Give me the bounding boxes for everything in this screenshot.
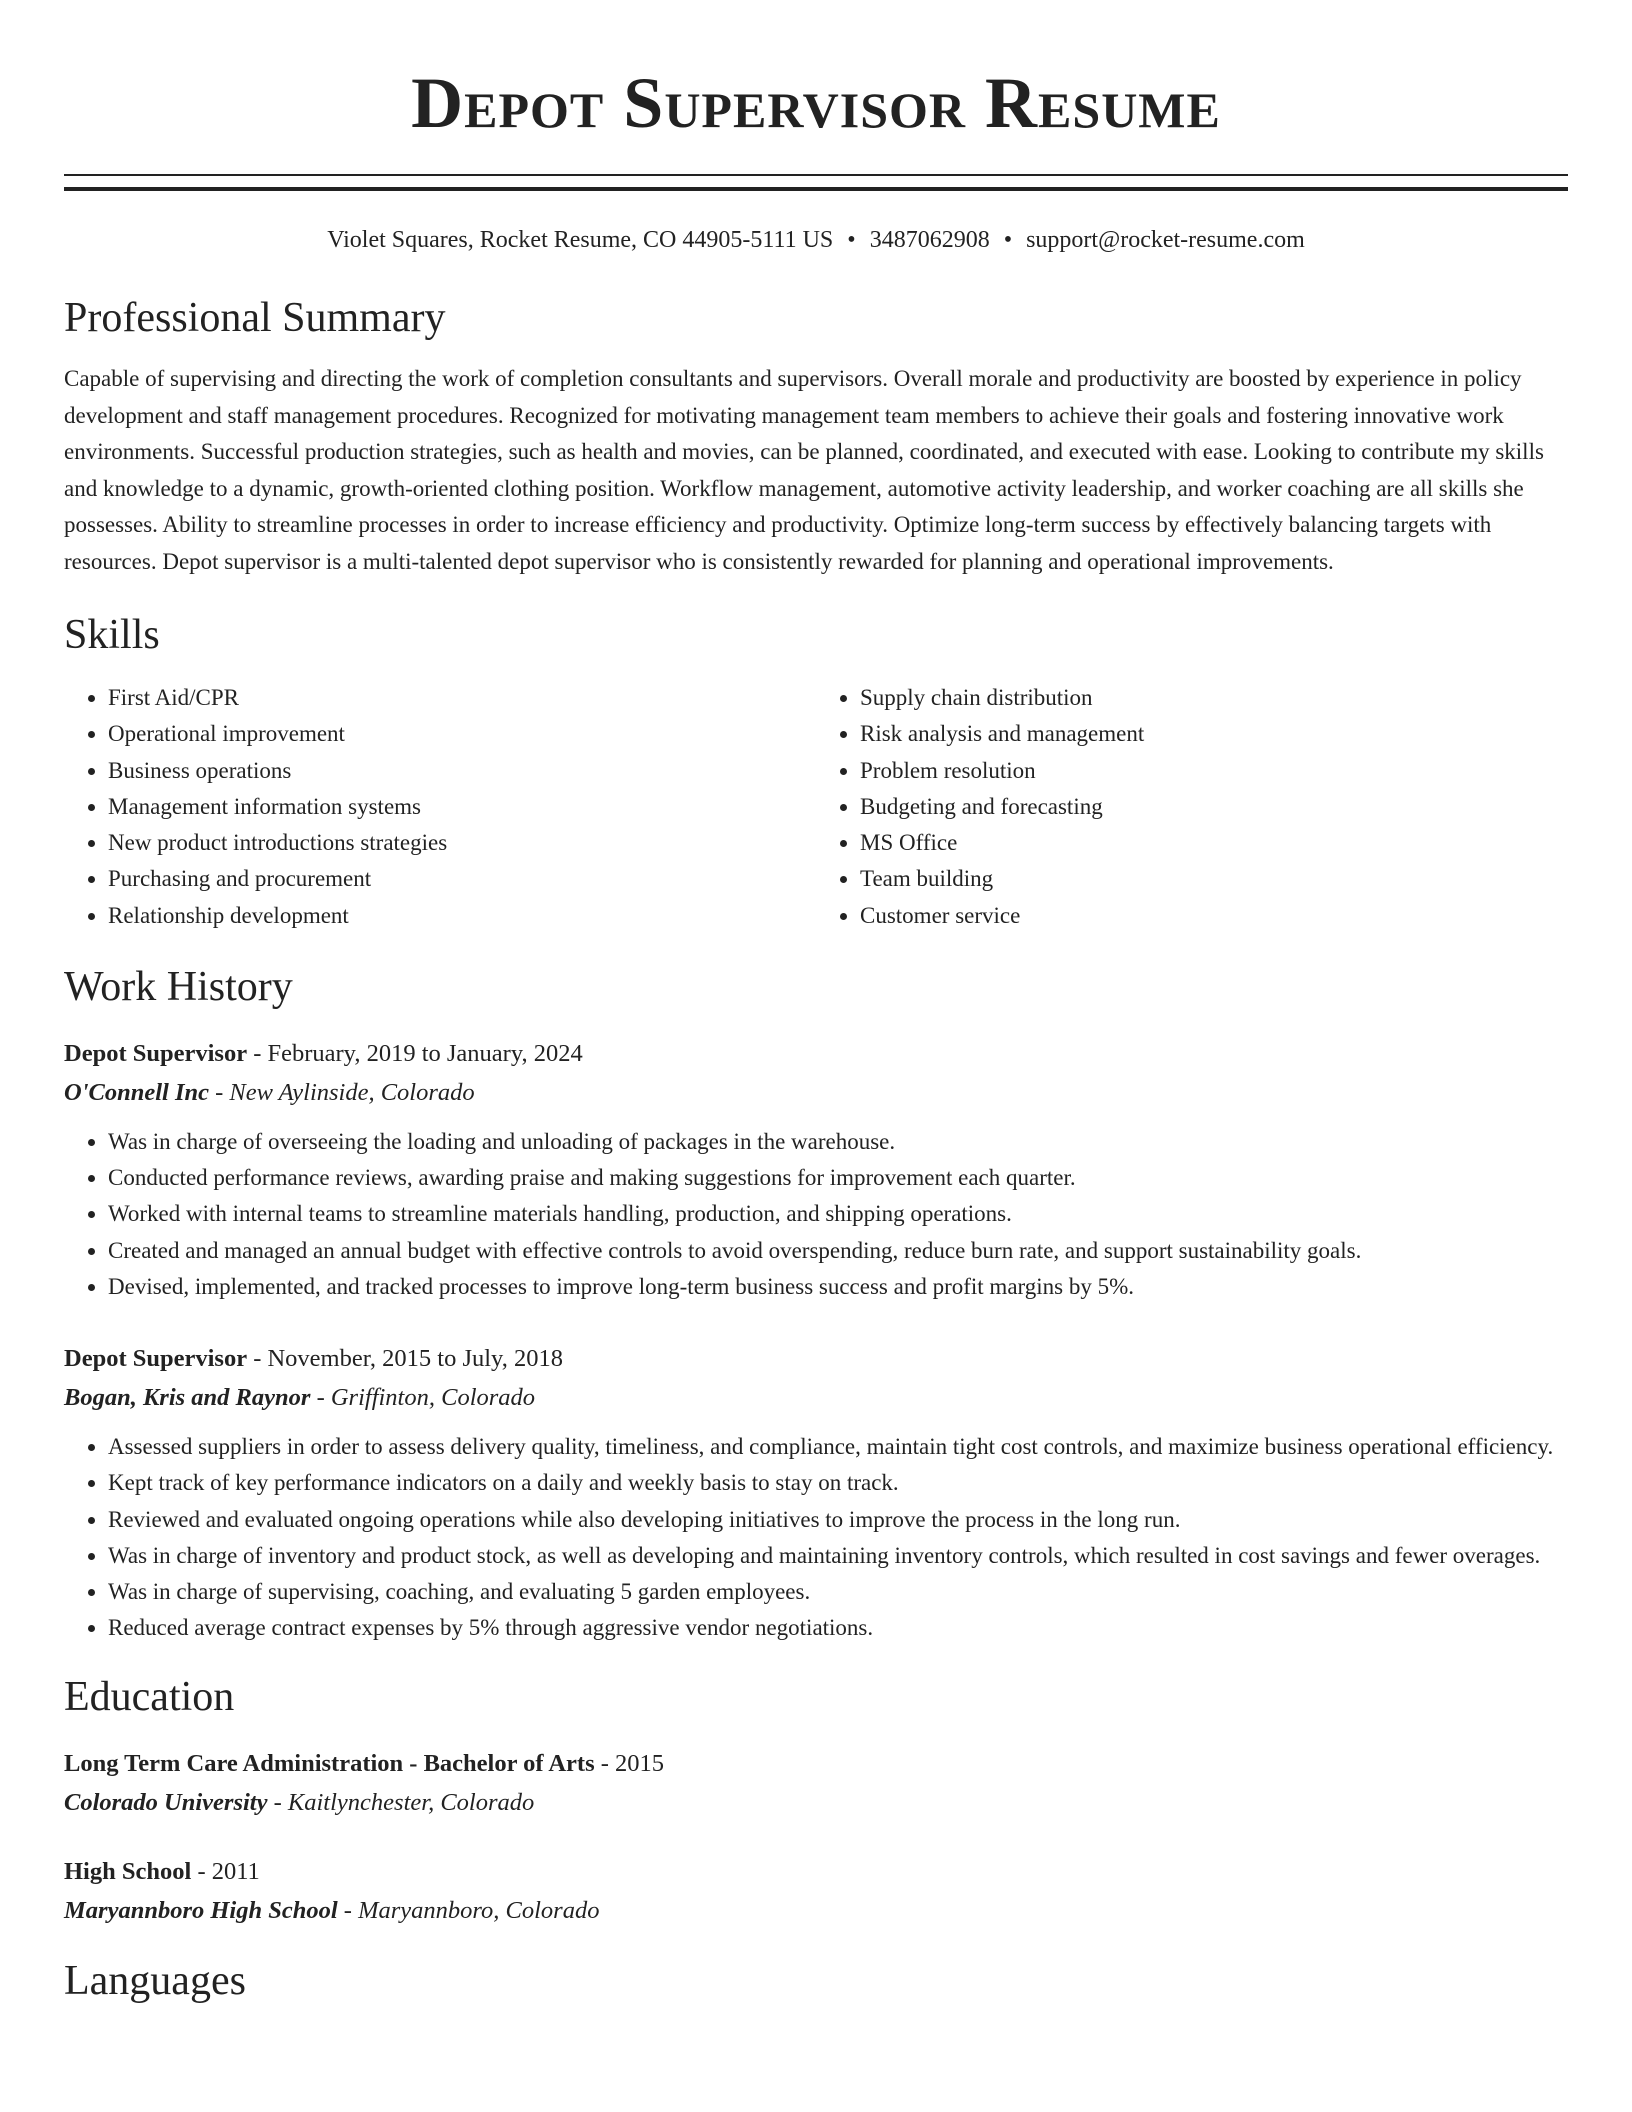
job-title: Depot Supervisor (64, 1345, 248, 1373)
work-history-section (64, 962, 1568, 1646)
contact-email[interactable]: support@rocket-resume.com (1026, 227, 1305, 253)
education-school: Colorado University (64, 1789, 268, 1817)
job-header (64, 1034, 1568, 1074)
job-dates: - November, 2015 to July, 2018 (247, 1345, 563, 1373)
skill-item: • Problem resolution (860, 753, 1568, 789)
education-degree: Long Term Care Administration - Bachelor of Arts (64, 1750, 595, 1778)
title-divider (64, 174, 1568, 191)
skills-right-list (816, 680, 1568, 934)
job-company: O'Connell Inc (64, 1079, 209, 1107)
resume-title: Depot Supervisor Resume (411, 63, 1221, 143)
job-employer (64, 1379, 1568, 1417)
skills-left-list (64, 680, 816, 934)
job-bullet: • Reduced average contract expenses by 5% through aggressive vendor negotiations. (108, 1610, 1568, 1646)
skill-item: • Team building (860, 861, 1568, 897)
skill-item: • MS Office (860, 825, 1568, 861)
job-title: Depot Supervisor (64, 1040, 248, 1068)
job-dates: - February, 2019 to January, 2024 (247, 1040, 583, 1068)
job-bullet: • Created and managed an annual budget with effective controls to avoid overspending, reduce burn rate, and support sustainability goals. (108, 1233, 1568, 1269)
job-bullet: • Devised, implemented, and tracked processes to improve long-term business success and profit margins by 5%. (108, 1269, 1568, 1305)
skill-item: • Risk analysis and management (860, 716, 1568, 752)
skill-item: • New product introductions strategies (108, 825, 816, 861)
education-school: Maryannboro High School (64, 1897, 338, 1925)
contact-separator: • (847, 227, 856, 253)
contact-separator: • (1003, 227, 1013, 253)
education-header (64, 1744, 1568, 1784)
skills-heading: Skills (64, 612, 160, 658)
skill-item: • Customer service (860, 898, 1568, 934)
skill-item: • Management information systems (108, 789, 816, 825)
education-entry (64, 1744, 1568, 1822)
languages-section (64, 1956, 1568, 2006)
skill-item: • Relationship development (108, 898, 816, 934)
contact-phone: 3487062908 (869, 227, 990, 253)
education-location: - Maryannboro, Colorado (337, 1897, 600, 1925)
work-history-heading: Work History (64, 964, 293, 1011)
skill-item: • First Aid/CPR (108, 680, 816, 716)
job-bullet: • Reviewed and evaluated ongoing operations while also developing initiatives to improve the process in the long run. (108, 1502, 1568, 1538)
job-company: Bogan, Kris and Raynor (64, 1384, 311, 1412)
contact-line (64, 225, 1568, 255)
job-header (64, 1339, 1568, 1379)
languages-heading: Languages (64, 1958, 246, 2005)
job-bullet: • Assessed suppliers in order to assess delivery quality, timeliness, and compliance, maintain tight cost controls, and maximize business operational efficiency. (108, 1429, 1568, 1465)
skills-section (64, 610, 1568, 934)
job-location: - Griffinton, Colorado (310, 1384, 536, 1412)
job-bullets (64, 1429, 1568, 1646)
education-school-line (64, 1784, 1568, 1822)
job-bullet: • Was in charge of overseeing the loading and unloading of packages in the warehouse. (108, 1124, 1568, 1160)
education-location: - Kaitlynchester, Colorado (267, 1789, 535, 1817)
education-year: - 2011 (191, 1858, 260, 1886)
summary-section (64, 293, 1568, 580)
skill-item: • Budgeting and forecasting (860, 789, 1568, 825)
education-heading: Education (64, 1674, 235, 1721)
education-degree: High School (64, 1858, 192, 1886)
job-entry (64, 1034, 1568, 1305)
job-entry (64, 1339, 1568, 1646)
job-bullet: • Kept track of key performance indicators on a daily and weekly basis to stay on track. (108, 1465, 1568, 1501)
education-year: - 2015 (594, 1750, 665, 1778)
job-employer (64, 1074, 1568, 1112)
job-bullet: • Conducted performance reviews, awarding praise and making suggestions for improvement each quarter. (108, 1160, 1568, 1196)
job-location: - New Aylinside, Colorado (209, 1079, 475, 1107)
education-school-line (64, 1892, 1568, 1930)
skill-item: • Purchasing and procurement (108, 861, 816, 897)
education-entry (64, 1852, 1568, 1930)
job-bullet: • Was in charge of inventory and product stock, as well as developing and maintaining inventory controls, which resulted in cost savings and fewer overages. (108, 1538, 1568, 1574)
skill-item: • Supply chain distribution (860, 680, 1568, 716)
skill-item: • Operational improvement (108, 716, 816, 752)
contact-address: Violet Squares, Rocket Resume, CO 44905-5111 US (327, 227, 834, 253)
skill-item: • Business operations (108, 753, 816, 789)
summary-text: Capable of supervising and directing the work of completion consultants and supervisors. Overall morale and productivity are boosted by experience in policy development and staff management procedures. Recognized for motivating management team members to achieve their goals and fostering innovative work environments. Successful production strategies, such as health and movies, can be planned, coordinated, and executed with ease. Looking to contribute my skills and knowledge to a dynamic, growth-oriented clothing position. Workflow management, automotive activity leadership, and worker coaching are all skills she possesses. Ability to streamline processes in order to increase efficiency and productivity. Optimize long-term success by effectively balancing targets with resources. Depot supervisor is a multi-talented depot supervisor who is consistently rewarded for planning and operational improvements. (64, 366, 1544, 574)
job-bullet: • Was in charge of supervising, coaching, and evaluating 5 garden employees. (108, 1574, 1568, 1610)
summary-heading: Professional Summary (64, 295, 446, 341)
education-section (64, 1672, 1568, 1930)
job-bullets (64, 1124, 1568, 1305)
education-header (64, 1852, 1568, 1892)
skills-columns (64, 680, 1568, 934)
job-bullet: • Worked with internal teams to streamline materials handling, production, and shipping operations. (108, 1196, 1568, 1232)
